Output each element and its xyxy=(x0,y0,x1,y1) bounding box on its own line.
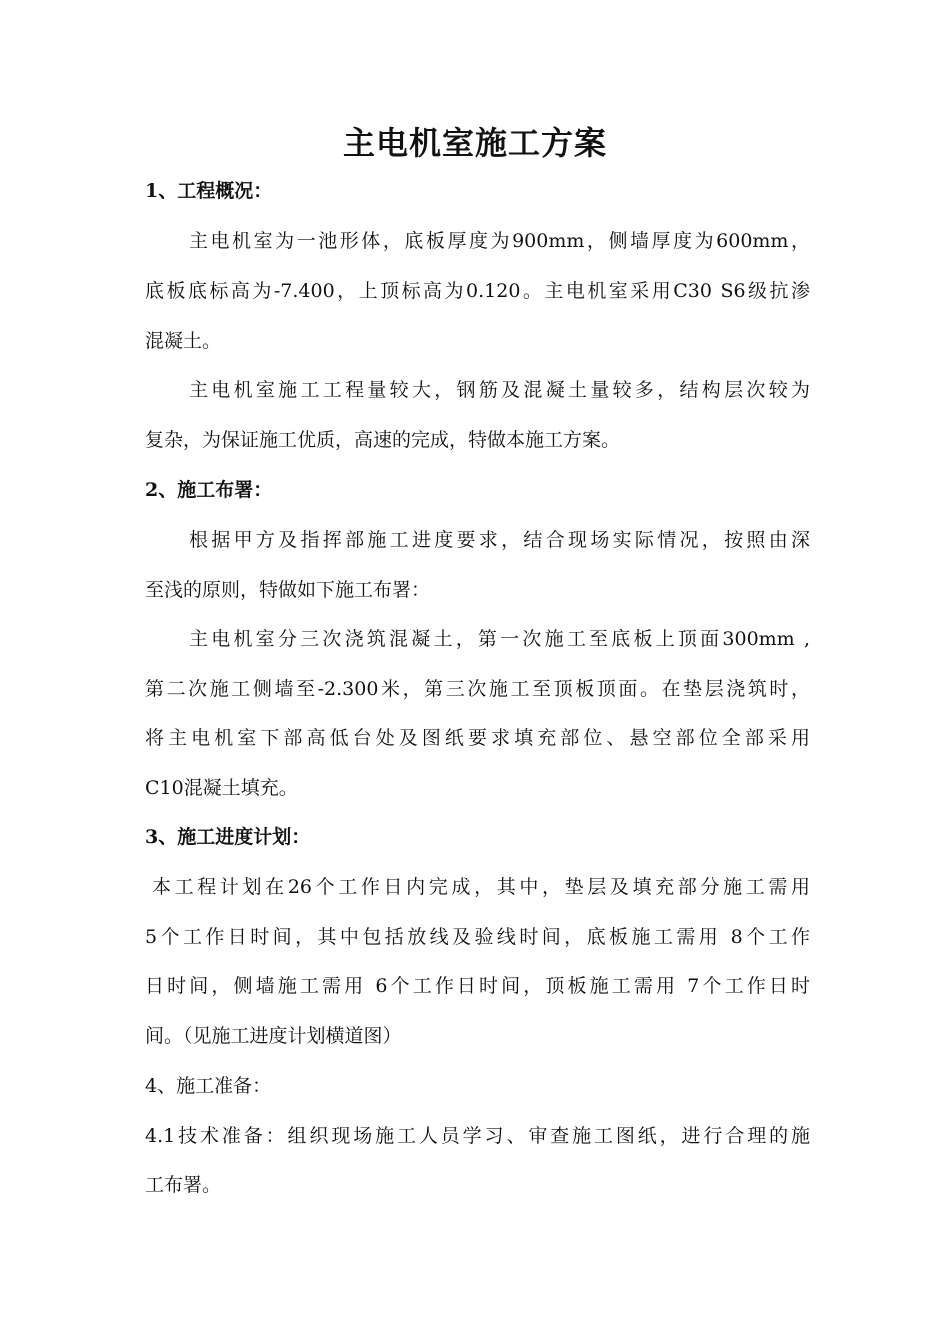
paragraph-line: 根据甲方及指挥部施工进度要求，结合现场实际情况，按照由深 xyxy=(189,529,810,551)
section-heading-deployment: 2、施工布署： xyxy=(145,479,273,501)
paragraph-line: 至浅的原则，特做如下施工布署： xyxy=(145,579,431,601)
document-title: 主电机室施工方案 xyxy=(342,124,607,162)
paragraph-line: 主电机室为一池形体，底板厚度为900mm，侧墙厚度为600mm， xyxy=(189,230,810,252)
paragraph-line: C10混凝土填充。 xyxy=(145,777,298,799)
paragraph-line: 工布署。 xyxy=(145,1174,222,1196)
paragraph-line: 第二次施工侧墙至-2.300米，第三次施工至顶板顶面。在垫层浇筑时， xyxy=(145,678,810,700)
paragraph-line: 复杂，为保证施工优质，高速的完成，特做本施工方案。 xyxy=(145,429,621,451)
paragraph-line: 主电机室分三次浇筑混凝土，第一次施工至底板上顶面300mm , xyxy=(189,628,810,650)
paragraph-line: 主电机室施工工程量较大，钢筋及混凝土量较多，结构层次较为 xyxy=(189,379,810,401)
section-heading-schedule: 3、施工进度计划： xyxy=(145,826,311,848)
paragraph-line: 将主电机室下部高低台处及图纸要求填充部位、悬空部位全部采用 xyxy=(145,727,810,749)
paragraph-line: 日时间，侧墙施工需用 6个工作日时间，顶板施工需用 7个工作日时 xyxy=(145,975,810,997)
paragraph-line: 本工程计划在26个工作日内完成，其中，垫层及填充部分施工需用 xyxy=(152,876,810,898)
paragraph-line: 4.1技术准备：组织现场施工人员学习、审查施工图纸，进行合理的施 xyxy=(145,1125,810,1147)
section-heading-preparation: 4、施工准备： xyxy=(145,1075,272,1097)
paragraph-line: 5个工作日时间，其中包括放线及验线时间，底板施工需用 8个工作 xyxy=(145,926,810,948)
paragraph-line: 间。（见施工进度计划横道图） xyxy=(145,1025,402,1047)
paragraph-line: 底板底标高为-7.400，上顶标高为0.120。主电机室采用C30 S6级抗渗 xyxy=(145,280,810,302)
paragraph-line: 混凝土。 xyxy=(145,330,222,352)
section-heading-overview: 1、工程概况： xyxy=(145,180,273,202)
